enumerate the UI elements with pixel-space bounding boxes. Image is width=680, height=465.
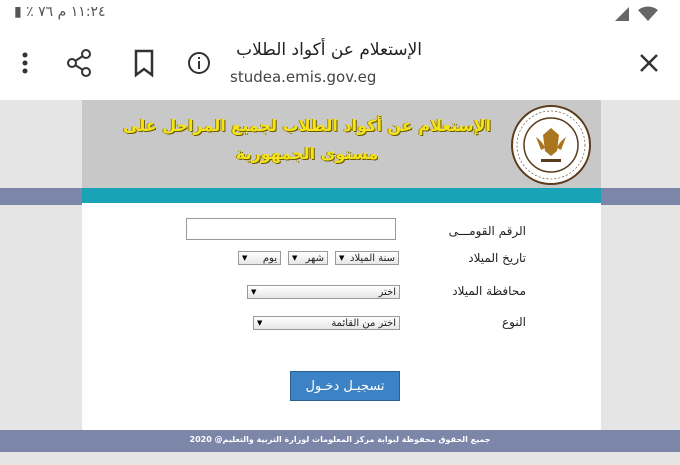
ministry-seal-logo <box>510 104 592 186</box>
form-spacer <box>82 203 601 219</box>
governorate-select[interactable] <box>247 285 400 299</box>
birth-month-value: شهر <box>305 252 324 264</box>
login-button[interactable]: تسجيـل دخـول <box>290 371 400 401</box>
bookmark-icon[interactable] <box>131 48 157 78</box>
status-time: ١١:٢٤ م <box>57 4 106 20</box>
gender-label: النوع <box>502 315 526 329</box>
info-icon[interactable] <box>186 50 212 76</box>
governorate-label: محافظة الميلاد <box>452 284 526 298</box>
chevron-down-icon: ▼ <box>242 254 248 262</box>
header-title: الإستعلام عن أكواد الطلاب لجميع المراحل على مستوى الجمهورية <box>123 116 491 163</box>
birth-day-value: يوم <box>262 252 277 264</box>
birth-month-select[interactable] <box>288 251 328 265</box>
more-menu-icon[interactable] <box>18 50 32 76</box>
birth-year-value: سنة الميلاد <box>350 252 395 264</box>
national-id-label: الرقم القومـــى <box>448 224 526 238</box>
wifi-icon <box>638 6 658 22</box>
birth-day-select[interactable] <box>238 251 281 265</box>
footer-copyright: جميع الحقوق محفوظة لبوابة مركز المعلومات لوزارة التربية والتعليم@ 2020 <box>189 435 491 444</box>
gender-value: اختر من القائمة <box>331 317 396 329</box>
birth-year-select[interactable] <box>335 251 399 265</box>
page-footer <box>0 430 680 452</box>
status-bar <box>0 0 680 30</box>
chevron-down-icon: ▼ <box>339 254 345 262</box>
web-page <box>0 100 680 465</box>
page-url[interactable]: studea.emis.gov.eg <box>230 68 377 86</box>
browser-toolbar <box>0 30 680 100</box>
governorate-value: اختر <box>378 286 396 298</box>
status-left <box>14 4 106 20</box>
chevron-down-icon: ▼ <box>257 319 263 327</box>
teal-band <box>82 188 601 203</box>
signal-icon <box>614 6 630 22</box>
status-battery: ٧٦ ٪ <box>26 4 54 20</box>
chevron-down-icon: ▼ <box>251 288 257 296</box>
gender-select[interactable] <box>253 316 400 330</box>
share-icon[interactable] <box>64 48 94 78</box>
birth-date-label: تاريخ الميلاد <box>468 251 526 265</box>
content-panel <box>82 100 601 430</box>
national-id-input[interactable] <box>186 218 396 240</box>
page-header <box>82 100 601 188</box>
chevron-down-icon: ▼ <box>292 254 298 262</box>
page-title: الإستعلام عن أكواد الطلاب <box>236 40 422 60</box>
status-right <box>614 6 658 22</box>
close-icon[interactable] <box>636 50 662 76</box>
battery-icon: ▮ <box>14 4 22 20</box>
